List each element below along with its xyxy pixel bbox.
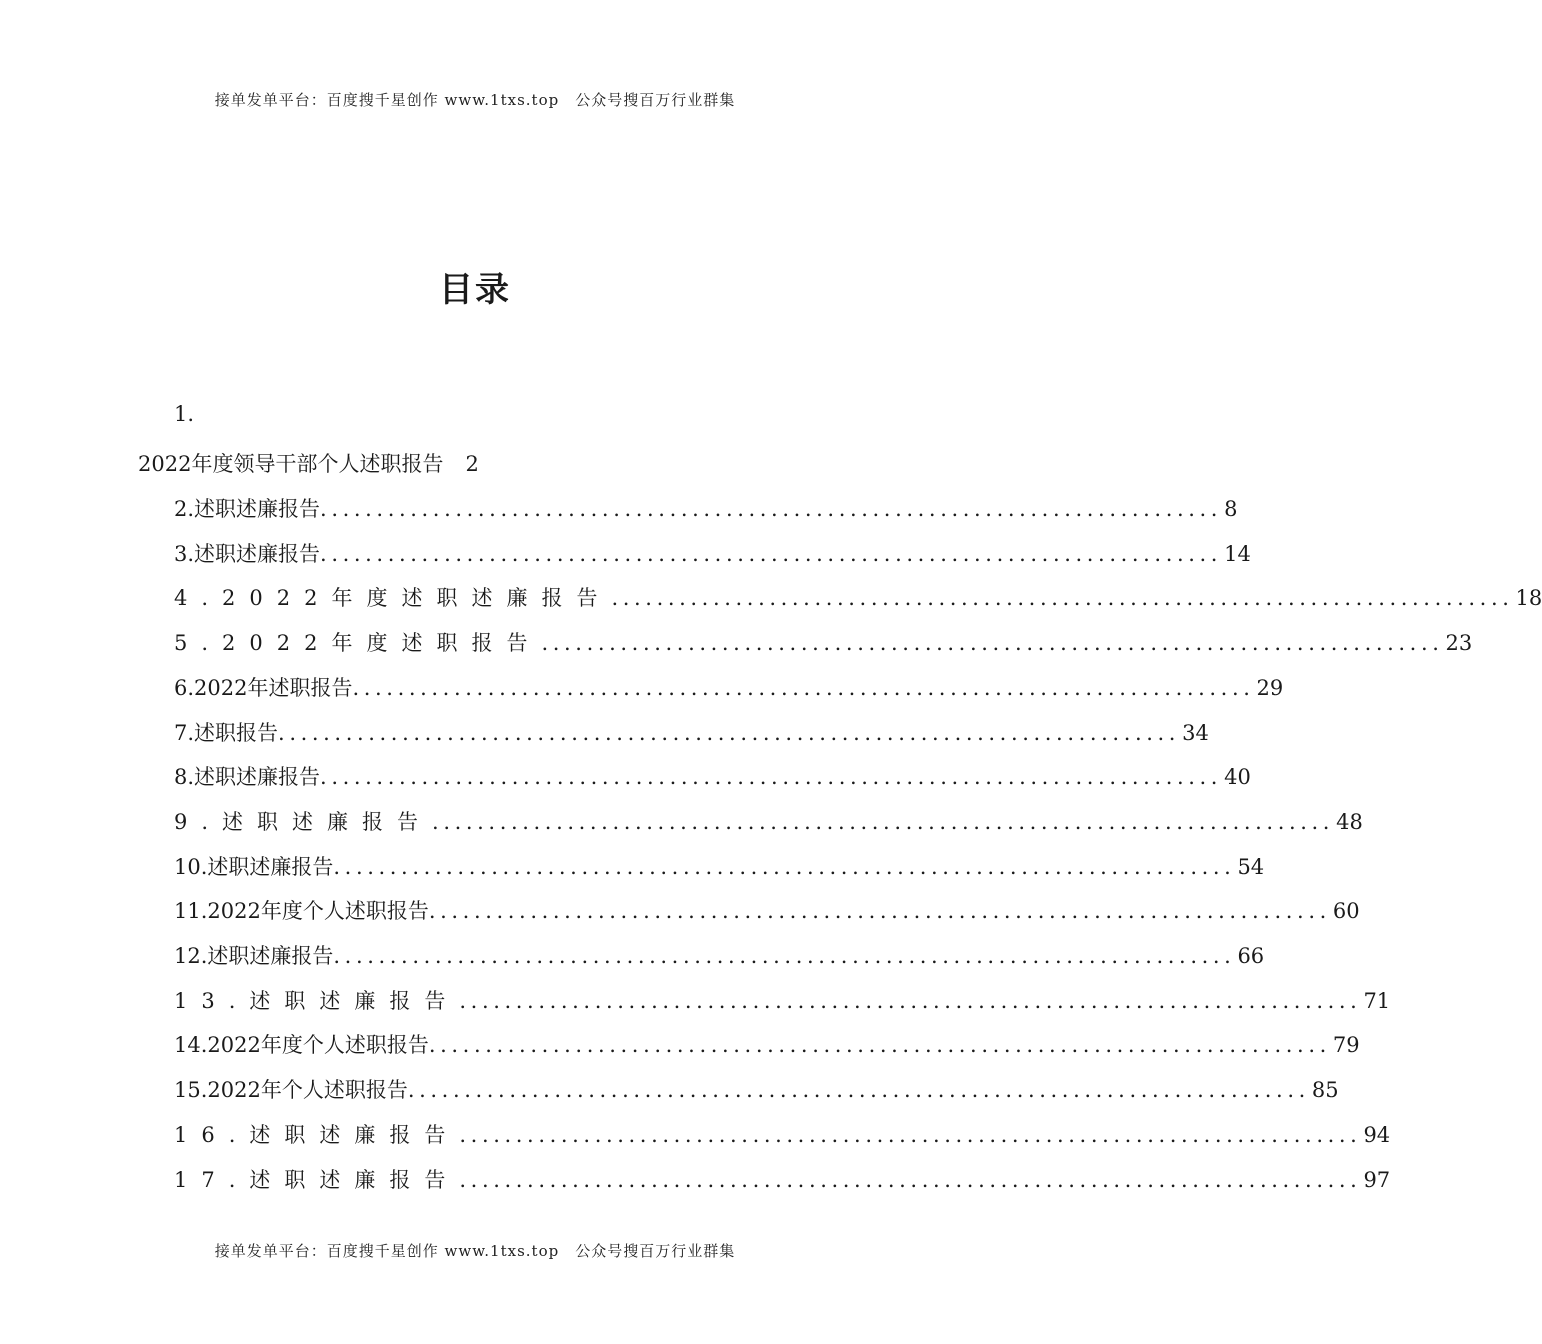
toc-entry-page: 54 [1237,854,1265,879]
toc-entry[interactable] [174,761,1251,791]
toc-entry-page: 14 [1224,541,1251,566]
toc-entry[interactable] [174,672,1284,702]
page-footer: 接单发单平台：百度搜千星创作 www.1txs.top 公众号搜百万行业群集 [214,1242,736,1260]
toc-entry[interactable] [174,806,1363,836]
toc-entry-title: 2.述职述廉报告 [174,497,321,521]
page-header: 接单发单平台：百度搜千星创作 www.1txs.top 公众号搜百万行业群集 [214,91,736,109]
toc-dot-leader: ................................................................................ [611,586,1514,611]
toc-entry-page: 71 [1363,988,1391,1013]
toc-first-entry[interactable] [138,448,479,478]
toc-entry-page: 2 [465,452,479,476]
toc-entry-title: 9.述职述廉报告 [174,809,433,834]
toc-dot-leader: ................................................................................ [320,497,1223,521]
toc-entry[interactable] [174,1029,1360,1059]
toc-entry-page: 79 [1332,1033,1360,1058]
toc-entry-page: 18 [1515,586,1542,611]
toc-entry-title: 6.2022年述职报告 [174,675,353,700]
toc-entry-page: 23 [1445,631,1473,656]
toc-entry-title: 8.述职述廉报告 [174,765,321,790]
toc-entry[interactable] [174,582,1542,612]
toc-entry-title: 13.述职述廉报告 [174,988,460,1013]
toc-entry-title: 16.述职述廉报告 [174,1122,460,1147]
toc-entry-title: 10.述职述廉报告 [174,854,334,879]
toc-entry[interactable] [174,1119,1391,1149]
toc-entry[interactable] [174,851,1265,881]
toc-dot-leader: ................................................................................ [352,675,1255,700]
toc-dot-leader: ................................................................................ [333,854,1236,879]
toc-entry[interactable] [174,538,1251,568]
toc-entry-page: 94 [1363,1122,1391,1147]
toc-dot-leader: ................................................................................ [541,631,1444,656]
toc-entry-title: 15.2022年个人述职报告 [174,1078,408,1103]
toc-entry-title: 17.述职述廉报告 [174,1167,460,1192]
toc-entry[interactable] [174,717,1209,747]
toc-entry-title: 11.2022年度个人述职报告 [174,899,429,924]
toc-entry-title: 3.述职述廉报告 [174,541,321,566]
toc-entry-page: 97 [1363,1167,1391,1192]
toc-entry[interactable] [174,1164,1391,1194]
toc-entry-page: 29 [1256,675,1284,700]
toc-entry-title: 12.述职述廉报告 [174,944,334,968]
toc-entry-page: 85 [1311,1078,1339,1103]
toc-entry[interactable] [174,1074,1339,1104]
toc-entry-page: 60 [1332,899,1360,924]
toc-entry-title: 5.2022年度述职报告 [174,631,542,656]
toc-dot-leader: ................................................................................ [428,1033,1331,1058]
toc-entry-page: 40 [1224,765,1251,790]
toc-entry-page: 66 [1237,944,1265,968]
toc-dot-leader: ................................................................................ [432,809,1335,834]
toc-dot-leader: ................................................................................ [320,765,1223,790]
toc-entry-title: 7.述职报告 [174,720,279,745]
toc-entry-title: 14.2022年度个人述职报告 [174,1033,429,1058]
toc-dot-leader: ................................................................................ [407,1078,1310,1103]
page-title: 目录 [439,270,511,310]
toc-entry-title: 2022年度领导干部个人述职报告 [138,452,444,476]
toc-entry-page: 8 [1224,497,1238,521]
toc-entry-page: 34 [1182,720,1209,745]
toc-entry[interactable] [174,985,1391,1015]
toc-dot-leader: ................................................................................ [459,1122,1362,1147]
toc-first-entry-number: 1. [174,402,195,426]
toc-entry[interactable] [174,627,1473,657]
toc-dot-leader: ................................................................................ [428,899,1331,924]
toc-dot-leader: ................................................................................ [278,720,1181,745]
toc-entry[interactable] [174,895,1360,925]
toc-dot-leader: ................................................................................ [459,988,1362,1013]
toc-dot-leader: ................................................................................ [333,944,1236,968]
toc-entry[interactable] [174,940,1265,970]
toc-entry-page: 48 [1336,809,1363,834]
toc-entry-title: 4.2022年度述职述廉报告 [174,586,612,611]
toc-dot-leader: ................................................................................ [459,1167,1362,1192]
toc-dot-leader: ................................................................................ [320,541,1223,566]
toc-entry[interactable] [174,493,1238,523]
